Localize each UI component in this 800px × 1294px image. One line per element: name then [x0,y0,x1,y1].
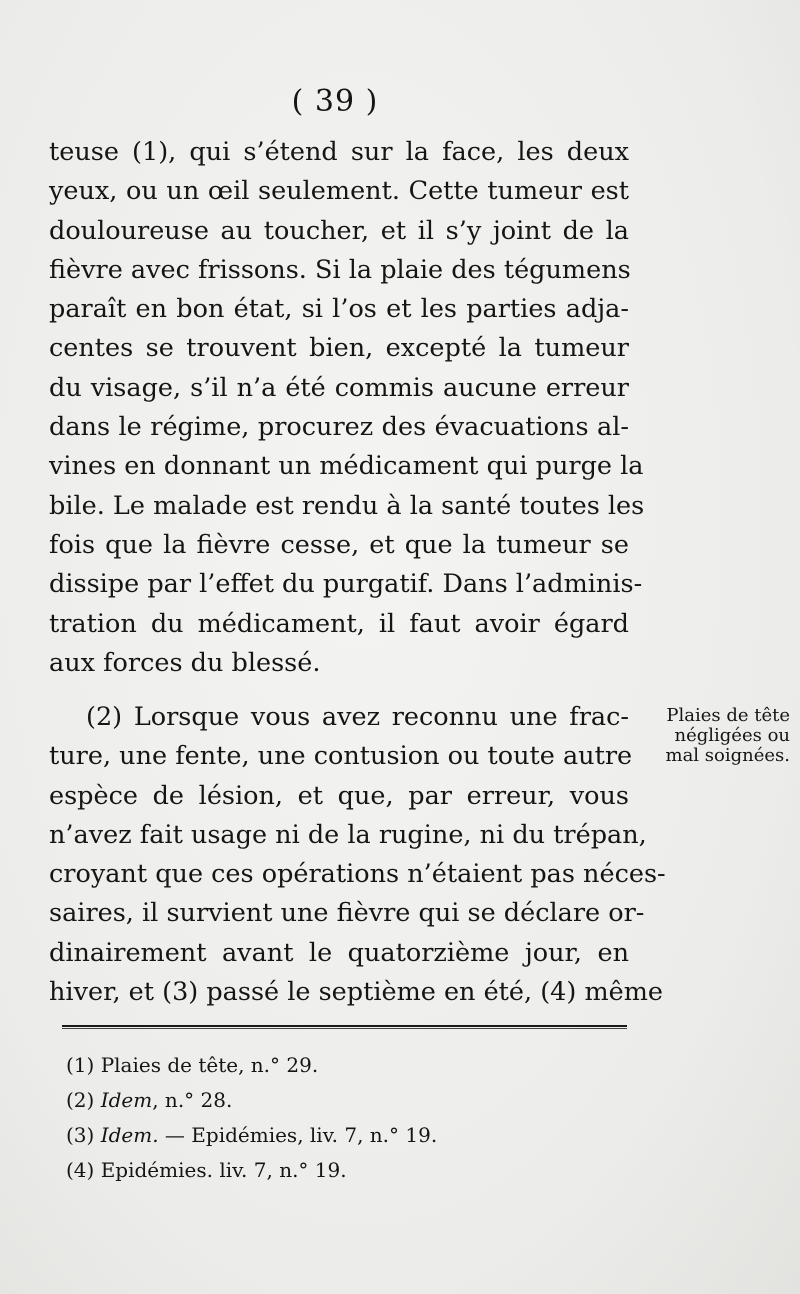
text-line: yeux, ou un œil seulement. Cette tumeur est [49,176,629,207]
text-line: aux forces du blessé. [49,647,321,678]
margin-note-line: négligées ou [674,725,790,746]
text-line: dissipe par l’effet du purgatif. Dans l’adminis- [49,569,643,600]
footnote-text: Plaies de tête, n.° 29. [100,1053,319,1077]
footnote-marker: (2) [66,1088,95,1112]
text-line: fois que la fièvre cesse, et que la tumeur se [49,529,629,560]
text-line: tration du médicament, il faut avoir égard [49,608,629,639]
footnote-italic: Idem [100,1088,153,1112]
text-line: paraît en bon état, si l’os et les parties adja- [49,294,629,325]
text-line: vines en donnant un médicament qui purge la [49,451,644,482]
footnote-text: , n.° 28. [152,1088,233,1112]
margin-note-line: mal soignées. [665,745,790,766]
text-line: croyant que ces opérations n’étaient pas néces- [49,859,666,890]
footnote-marker: (1) [66,1053,95,1077]
text-line: bile. Le malade est rendu à la santé toutes les [49,490,645,521]
footnote-marker: (4) [66,1158,95,1182]
body-paragraph-2 [49,698,666,1012]
text-line: espèce de lésion, et que, par erreur, vous [49,780,629,811]
footnote-marker: (3) [66,1123,95,1147]
text-line: (2) Lorsque vous avez reconnu une frac- [86,702,629,732]
footnotes [66,1048,586,1188]
text-line: douloureuse au toucher, et il s’y joint de la [49,215,629,246]
footnote-text: — Epidémies, liv. 7, n.° 19. [158,1123,438,1147]
footnote [66,1153,586,1188]
body-paragraph-1 [49,133,645,683]
text-line: hiver, et (3) passé le septième en été, (4) même [49,977,663,1008]
text-line: dans le régime, procurez des évacuations al- [49,412,629,443]
footnote [66,1118,586,1153]
page-number: ( 39 ) [291,84,379,119]
text-line: teuse (1), qui s’étend sur la face, les deux [49,137,629,167]
footnote [66,1048,586,1083]
text-line: ture, une fente, une contusion ou toute autre [49,741,633,772]
margin-note-line: Plaies de tête [666,705,790,726]
text-line: n’avez fait usage ni de la rugine, ni du trépan, [49,819,647,850]
footnote-italic: Idem. [100,1123,159,1147]
margin-note [638,706,790,766]
text-line: saires, il survient une fièvre qui se déclare or- [49,898,645,929]
text-line: dinairement avant le quatorzième jour, en [49,937,629,968]
footnote-text: Epidémies. liv. 7, n.° 19. [100,1158,347,1182]
footnote [66,1083,586,1118]
footnote-divider [62,1025,627,1029]
text-line: du visage, s’il n’a été commis aucune erreur [49,372,629,403]
text-line: fièvre avec frissons. Si la plaie des tégumens [49,254,631,285]
text-line: centes se trouvent bien, excepté la tumeur [49,333,629,364]
